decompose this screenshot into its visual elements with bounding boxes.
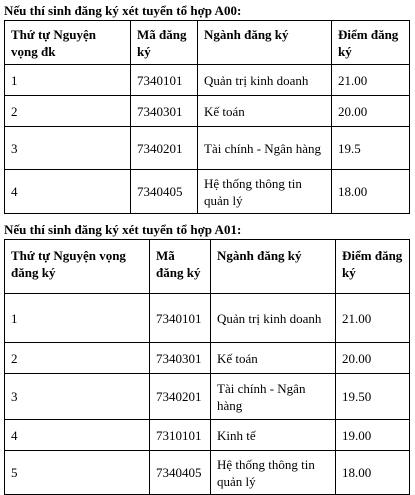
cell-code: 7340201 <box>131 127 198 170</box>
cell-major: Kế toán <box>198 96 332 127</box>
cell-order: 4 <box>5 170 131 214</box>
cell-score: 19.50 <box>336 374 410 420</box>
cell-order: 2 <box>5 96 131 127</box>
cell-score: 18.00 <box>336 451 410 495</box>
cell-order: 3 <box>5 374 150 420</box>
cell-code: 7340301 <box>131 96 198 127</box>
table-header-row <box>5 240 410 294</box>
cell-code: 7340405 <box>131 170 198 214</box>
cell-code: 7340301 <box>150 343 211 374</box>
cell-order: 1 <box>5 65 131 96</box>
header-order: Thứ tự Nguyện vọng đk <box>5 21 131 65</box>
cell-code: 7340101 <box>131 65 198 96</box>
cell-score: 19.00 <box>336 420 410 451</box>
table-row <box>5 127 410 170</box>
cell-major: Quản trị kinh doanh <box>211 294 336 343</box>
cell-order: 3 <box>5 127 131 170</box>
cell-code: 7310101 <box>150 420 211 451</box>
cell-code: 7340101 <box>150 294 211 343</box>
cell-major: Quản trị kinh doanh <box>198 65 332 96</box>
cell-score: 20.00 <box>336 343 410 374</box>
cell-code: 7340405 <box>150 451 211 495</box>
cell-order: 4 <box>5 420 150 451</box>
table-row <box>5 294 410 343</box>
table-a01 <box>4 239 410 495</box>
cell-score: 18.00 <box>332 170 410 214</box>
header-code: Mã đăng ký <box>150 240 211 294</box>
cell-major: Kinh tế <box>211 420 336 451</box>
cell-score: 20.00 <box>332 96 410 127</box>
header-major: Ngành đăng ký <box>198 21 332 65</box>
header-code: Mã đăng ký <box>131 21 198 65</box>
cell-order: 2 <box>5 343 150 374</box>
table-row <box>5 420 410 451</box>
header-score: Điểm đăng ký <box>336 240 410 294</box>
header-order: Thứ tự Nguyện vọng đăng ký <box>5 240 150 294</box>
header-score: Điểm đăng ký <box>332 21 410 65</box>
cell-major: Hệ thống thông tin quản lý <box>198 170 332 214</box>
table-row <box>5 170 410 214</box>
table-row <box>5 96 410 127</box>
header-major: Ngành đăng ký <box>211 240 336 294</box>
table-row <box>5 343 410 374</box>
table-row <box>5 451 410 495</box>
table-row <box>5 65 410 96</box>
cell-major: Tài chính - Ngân hàng <box>198 127 332 170</box>
table-row <box>5 374 410 420</box>
cell-code: 7340201 <box>150 374 211 420</box>
cell-order: 1 <box>5 294 150 343</box>
section-a01-caption: Nếu thí sinh đăng ký xét tuyển tổ hợp A01: <box>4 222 242 237</box>
cell-score: 21.00 <box>332 65 410 96</box>
cell-score: 19.5 <box>332 127 410 170</box>
cell-order: 5 <box>5 451 150 495</box>
cell-major: Tài chính - Ngân hàng <box>211 374 336 420</box>
table-header-row <box>5 21 410 65</box>
cell-score: 21.00 <box>336 294 410 343</box>
cell-major: Hệ thống thông tin quản lý <box>211 451 336 495</box>
table-a00 <box>4 20 410 214</box>
cell-major: Kế toán <box>211 343 336 374</box>
section-a00-caption: Nếu thí sinh đăng ký xét tuyển tổ hợp A00: <box>4 3 242 18</box>
